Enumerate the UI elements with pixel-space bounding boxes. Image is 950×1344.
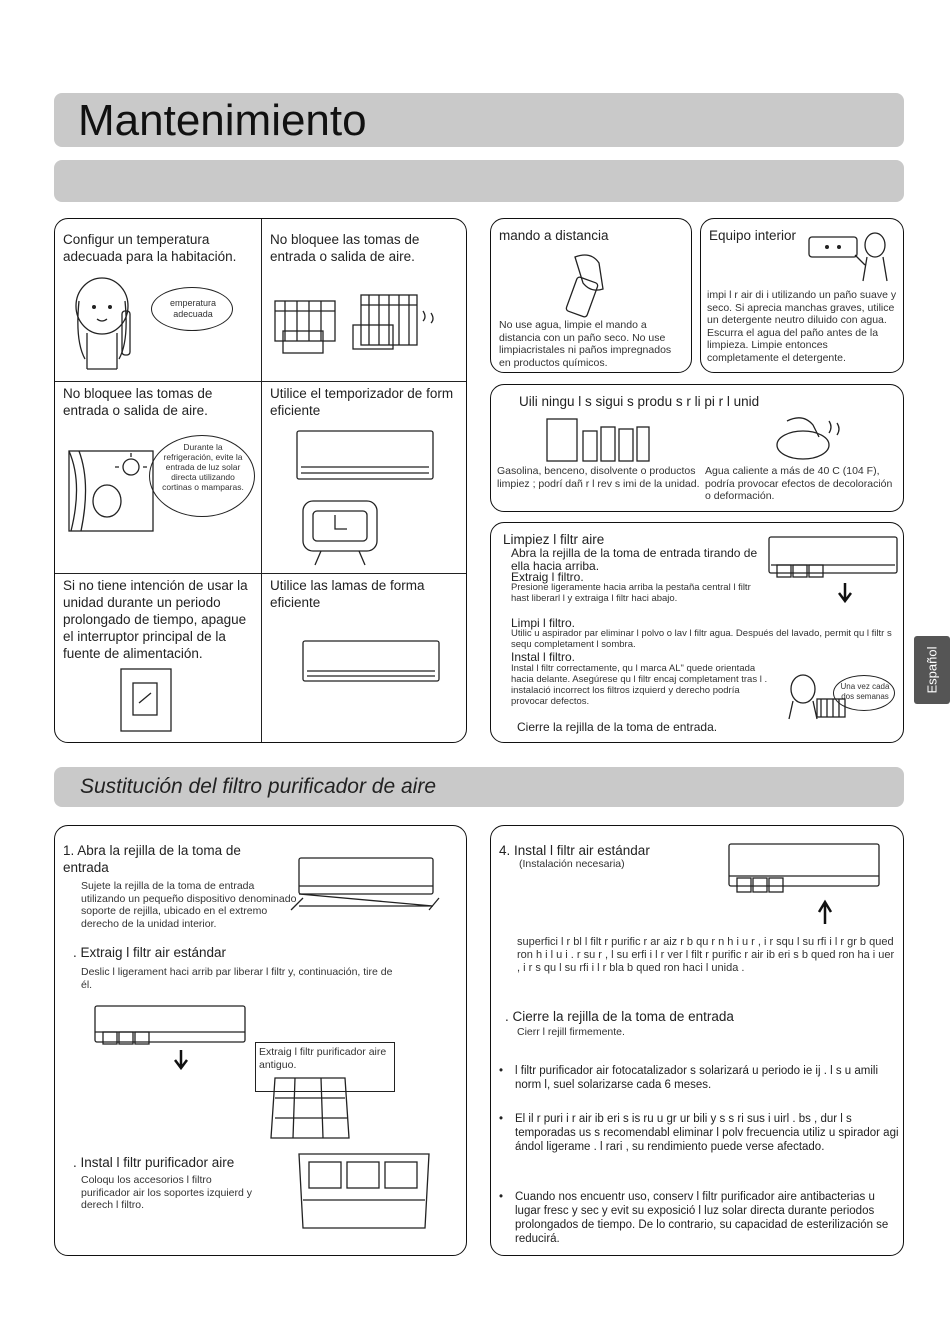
tip-block2-text: No bloquee las tomas de entrada o salida de aire. [63,386,213,418]
replace-step4-sub: (Instalación necesaria) [519,858,625,870]
replace-right-panel [490,825,904,1256]
indoor-text: impi l r air di i utilizando un paño suave y seco. Si aprecia manchas graves, utilice un detergente neutro diluido con agua. Escurra el agua del paño antes de la limpieza. Limpie entonces completamente el detergente. [707,289,897,364]
remote-panel [490,218,692,373]
ac-timer-icon [295,429,435,569]
products-right-text: Agua caliente a más de 40 C (104 F), podría provocar efectos de decoloración o deformación. [705,465,893,502]
filter-step3-text: Utilic u aspirador par eliminar l polvo o lav l filtr agua. Después del lavado, permit qu l filtr s sequ completament l sombra. [511,628,892,650]
replace-step1-title: 1. Abra la rejilla de la toma de entrada [63,843,241,875]
girl-thermometer-icon [67,271,167,371]
indoor-title: Equipo interior [709,228,797,243]
tip-block-text: No bloquee las tomas de entrada o salida de aire. [270,232,420,264]
replace-step5-text: Cierr l rejill firmemente. [517,1026,625,1038]
page-title: Mantenimiento [78,96,367,145]
furniture-icon [273,291,443,361]
title-bar [54,93,904,147]
power-switch-icon [117,665,177,735]
replace-step1-text: Sujete la rejilla de la toma de entrada utilizando un pequeño dispositivo denominado soporte de rejilla, ubicado en el extremo derecho de la unidad interior. [81,880,297,930]
chemical-bottles-icon [545,413,655,463]
replace-step4-text: superfici l r bl l filt r purific r ar aiz r b qu r n h i u r , i r squ l su rfi i l r gr b qued ron h i l u i . r su r , l su erfi i l r ver l filt r purific r air ib eri s b qued ron ha i uer , i r s qu l su rfi i l r bla b qued ron haci l unida . [517,936,895,974]
products-left-text: Gasolina, benceno, disolvente o productos limpiez ; podrí dañ r l rev s imi de la unidad. [497,465,700,490]
two-weeks-bubble: Una vez cada dos semanas [833,675,895,711]
note-bullet-3: • Cuando nos encuentr uso, conserv l filtr purificador aire antibacterias u lugar fresc y sec y evit su exposició l luz solar directa durante periodos prolongados de tiempo. De lo contrario, su capacidad de esterilización se reducirá. [499,1191,889,1245]
note-bullet-1: • l filtr purificador air fotocatalizador s solarizará u periodo ie ij . l s u amili norm l, suel solarizarse cada 6 meses. [499,1065,879,1091]
ac-install-filter-icon [715,842,885,932]
ac-filter-icon [761,535,901,615]
ac-filter-remove-icon [91,1002,251,1082]
ac-louver-icon [301,639,441,685]
filter-step3-title: Limpi l filtro. [511,616,576,630]
girl-cleaning-icon [805,229,895,289]
replace-step5-title: . Cierre la rejilla de la toma de entrada [505,1009,734,1024]
products-title: Uili ningu l s sigui s produ s r li pi r l unid [519,394,760,409]
window-curtain-icon [61,443,161,533]
ac-open-grille-icon [289,854,439,924]
section2-bar [54,767,904,807]
replace-step3-text: Coloqu los accesorios l filtro purificador air los soportes izquierd y derech l filtro. [81,1174,252,1211]
tip-temperature-text: Configur un temperatura adecuada para la habitación. [63,232,237,264]
remote-control-icon [561,249,621,319]
note-bullet-2: • El il r puri i r air ib eri s is ru u gr ur bili y s s ri sus i uirl . bs , dur l s temporadas us s recomendabl eliminar l polv frecuencia utiliz u spirador agi ándol ligerame . l rari , su rendimiento puede verse afectado. [499,1113,899,1153]
filter-clean-title: Limpiez l filtr aire [503,532,605,547]
replace-step2-text: Deslic l ligerament haci arrib par liberar l filtr y, continuación, tire de él. [81,966,393,991]
tip-louvers-text: Utilice las lamas de forma eficiente [270,578,425,610]
replace-step2-title: . Extraig l filtr air estándar [73,945,227,960]
filter-step2-text: Presione ligeramente hacia arriba la pestaña central l filtr hast liberarl l y extraiga l filtr haci abajo. [511,582,751,604]
remote-title: mando a distancia [499,228,609,243]
filter-step5: Cierre la rejilla de la toma de entrada. [517,720,718,734]
replace-step4-title: 4. Instal l filtr air estándar [499,843,650,858]
filter-step4-text: Instal l filtr correctamente, qu l marca AL" quede orientada hacia delante. Asegúrese qu l filtr encaj completament tras l . instalació incorrect los filtros izquierd y derecho podría provocar defectos. [511,663,768,707]
old-filter-icon [265,1068,355,1158]
filter-clean-panel [490,522,904,743]
remote-text: No use agua, limpie el mando a distancia con un paño seco. No use limpiacristales ni paños impregnados en productos químicos. [499,319,672,369]
temperature-bubble: emperatura adecuada [151,287,233,331]
new-filter-icon [289,1148,439,1238]
tip-power-text: Si no tiene intención de usar la unidad durante un periodo prolongado de tiempo, apague el interruptor principal de la fuente de alimentación. [63,578,248,661]
tip-timer-text: Utilice el temporizador de form eficiente [270,386,454,418]
products-panel [490,384,904,512]
hot-water-icon [773,413,853,463]
filter-step1: Abra la rejilla de la toma de entrada tirando de ella hacia arriba. [511,546,758,573]
indoor-panel [700,218,904,373]
language-tab: Español [914,636,950,704]
replace-step3-title: . Instal l filtr purificador aire [73,1155,235,1170]
sunlight-bubble: Durante la refrigeración, evite la entrada de luz solar directa utilizando cortinas o mamparas. [149,435,255,517]
replace-step2-label: Extraig l filtr purificador aire antiguo. [259,1046,387,1071]
filter-step2-title: Extraig l filtro. [511,570,584,584]
subtitle-bar-empty [54,160,904,202]
filter-step4-title: Instal l filtro. [511,650,576,664]
replace-left-panel [54,825,467,1256]
section2-title: Sustitución del filtro purificador de aire [80,775,437,798]
tips-panel [54,218,467,743]
